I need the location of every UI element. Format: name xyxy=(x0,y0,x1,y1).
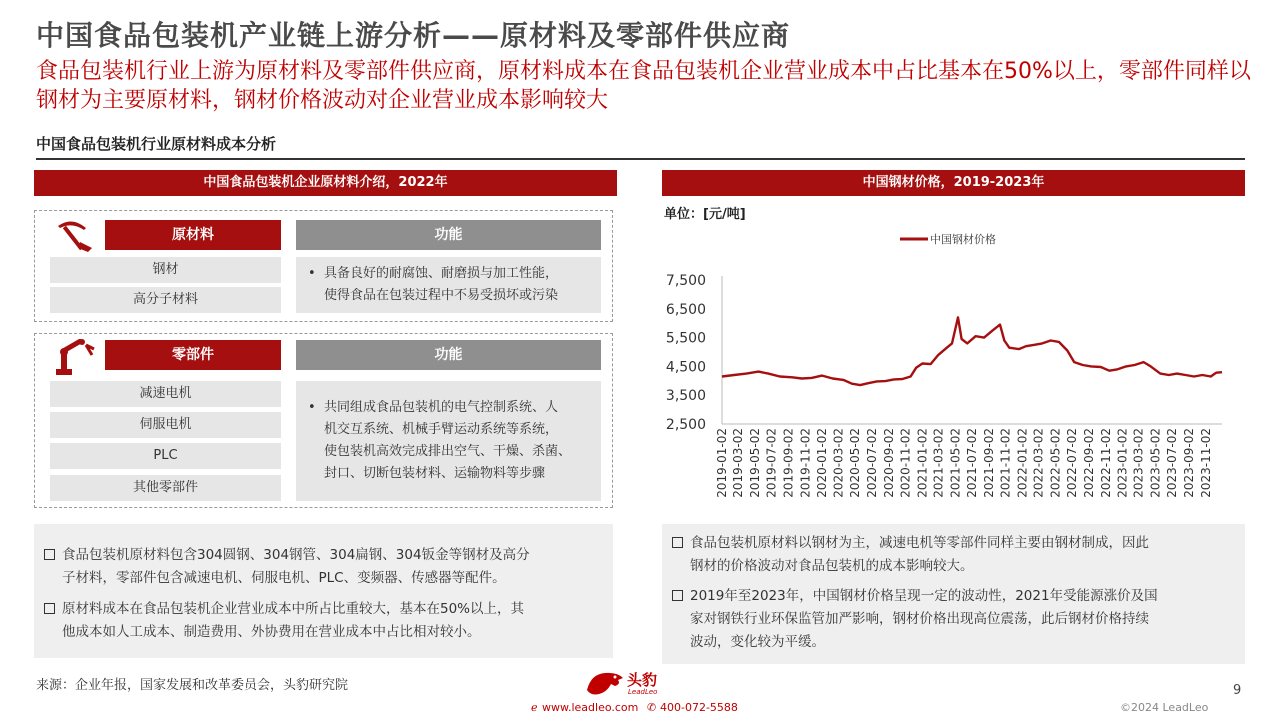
x-tick-label: 2022-09-02 xyxy=(1082,428,1097,498)
x-tick-label: 2020-01-02 xyxy=(815,428,830,498)
x-tick-label: 2020-09-02 xyxy=(881,428,896,498)
pickaxe-icon xyxy=(54,218,94,252)
x-tick-label: 2021-05-02 xyxy=(948,428,963,498)
summary-line: 钢材的价格波动对食品包装机的成本影响较大。 xyxy=(690,558,974,574)
x-tick-label: 2020-07-02 xyxy=(864,428,879,498)
components-function-line: 共同组成食品包装机的电气控制系统、人 xyxy=(324,400,559,415)
x-tick-label: 2020-05-02 xyxy=(848,428,863,498)
components-function-line: 机交互系统、机械手臂运动系统等系统， xyxy=(324,422,559,437)
raw-item-polymer: 高分子材料 xyxy=(50,287,281,313)
component-item-other: 其他零部件 xyxy=(50,475,281,501)
raw-function-text xyxy=(296,257,601,313)
logo-subtext: LeadLeo xyxy=(628,688,658,696)
x-tick-label: 2019-07-02 xyxy=(764,428,779,498)
components-function-text xyxy=(296,381,601,501)
source-note: 来源：企业年报，国家发展和改革委员会，头豹研究院 xyxy=(36,678,349,693)
x-tick-label: 2022-01-02 xyxy=(1015,428,1030,498)
y-tick-label: 3,500 xyxy=(665,388,706,405)
web-icon: ℯ xyxy=(531,701,538,714)
phone-icon: ✆ xyxy=(647,701,657,714)
x-tick-label: 2022-05-02 xyxy=(1048,428,1063,498)
x-tick-label: 2021-03-02 xyxy=(931,428,946,498)
y-tick-label: 2,500 xyxy=(665,417,706,433)
summary-line: 他成本如人工成本、制造费用、外协费用在营业成本中占比相对较小。 xyxy=(62,624,481,640)
section-title: 中国食品包装机行业原材料成本分析 xyxy=(36,135,277,153)
checkbox-icon xyxy=(44,603,55,614)
x-tick-label: 2023-03-02 xyxy=(1131,427,1146,498)
summary-line: 家对钢铁行业环保监管加严影响，钢材价格出现高位震荡，此后钢材价格持续 xyxy=(690,611,1149,627)
summary-item xyxy=(672,532,1238,578)
x-tick-label: 2023-05-02 xyxy=(1148,428,1163,498)
summary-line: 食品包装机原材料以钢材为主，减速电机等零部件同样主要由钢材制成，因此 xyxy=(690,535,1149,551)
x-tick-label: 2022-11-02 xyxy=(1098,428,1113,498)
website-link[interactable]: www.leadleo.com xyxy=(542,701,639,714)
page-subtitle: 食品包装机行业上游为原材料及零部件供应商，原材料成本在食品包装机企业营业成本中占比基本在50%以上，零部件同样以钢材为主要原材料，钢材价格波动对企业营业成本影响较大 xyxy=(36,59,1251,113)
raw-item-steel: 钢材 xyxy=(50,257,281,283)
summary-item xyxy=(44,544,604,590)
phone-number: 400-072-5588 xyxy=(660,701,738,714)
components-function-header: 功能 xyxy=(296,340,601,370)
leopard-logo-icon xyxy=(585,668,625,698)
y-tick-label: 7,500 xyxy=(665,273,706,289)
x-tick-label: 2019-05-02 xyxy=(747,428,762,498)
checkbox-icon xyxy=(44,549,55,560)
x-tick-label: 2020-03-02 xyxy=(831,428,846,498)
page-title: 中国食品包装机产业链上游分析——原材料及零部件供应商 xyxy=(36,19,791,52)
legend-label: 中国钢材价格 xyxy=(930,233,996,246)
y-tick-label: 5,500 xyxy=(665,330,706,347)
x-tick-label: 2019-03-02 xyxy=(731,428,746,498)
checkbox-icon xyxy=(672,590,683,601)
steel-price-chart xyxy=(660,225,1240,515)
summary-line: 波动，变化较为平缓。 xyxy=(690,634,825,650)
series-line-steel-price xyxy=(722,317,1222,385)
section-divider xyxy=(36,158,1245,160)
right-panel-header: 中国钢材价格，2019-2023年 xyxy=(662,170,1245,196)
x-tick-label: 2019-11-02 xyxy=(798,428,813,498)
component-item-servo-motor: 伺服电机 xyxy=(50,412,281,438)
raw-function-header: 功能 xyxy=(296,220,601,250)
x-tick-label: 2022-07-02 xyxy=(1065,428,1080,498)
raw-materials-header: 原材料 xyxy=(105,220,281,250)
checkbox-icon xyxy=(672,537,683,548)
x-tick-label: 2021-01-02 xyxy=(915,428,930,498)
y-tick-label: 4,500 xyxy=(665,359,706,376)
x-tick-label: 2021-07-02 xyxy=(965,428,979,498)
right-summary-box xyxy=(662,524,1245,664)
summary-line: 2019年至2023年，中国钢材价格呈现一定的波动性，2021年受能源涨价及国 xyxy=(690,588,1158,604)
summary-line: 食品包装机原材料包含304圆钢、304钢管、304扁钢、304钣金等钢材及高分 xyxy=(62,547,530,563)
y-tick-label: 6,500 xyxy=(665,301,706,318)
raw-function-line: 具备良好的耐腐蚀、耐磨损与加工性能， xyxy=(324,266,559,281)
summary-line: 子材料，零部件包含减速电机、伺服电机、PLC、变频器、传感器等配件。 xyxy=(62,570,506,586)
x-tick-label: 2023-11-02 xyxy=(1198,428,1213,498)
summary-item xyxy=(672,585,1238,654)
x-axis xyxy=(715,424,1222,498)
component-item-reducer-motor: 减速电机 xyxy=(50,381,281,407)
summary-line: 原材料成本在食品包装机企业营业成本中所占比重较大，基本在50%以上，其 xyxy=(62,601,525,617)
components-header: 零部件 xyxy=(105,340,281,370)
bullet-dot: • xyxy=(308,266,316,281)
x-tick-label: 2019-01-02 xyxy=(715,428,729,498)
left-panel-header: 中国食品包装机企业原材料介绍，2022年 xyxy=(34,170,617,196)
page-number: 9 xyxy=(1233,683,1242,698)
components-function-line: 封口、切断包装材料、运输物料等步骤 xyxy=(324,466,546,481)
logo-text: 头豹 xyxy=(627,671,658,689)
components-function-line: 使包装机高效完成排出空气、干燥、杀菌、 xyxy=(324,444,572,459)
x-tick-label: 2022-03-02 xyxy=(1031,428,1046,498)
robot-arm-icon xyxy=(52,339,98,377)
left-summary-box xyxy=(34,524,613,658)
x-tick-label: 2021-11-02 xyxy=(998,428,1013,498)
summary-item xyxy=(44,598,604,644)
component-item-plc: PLC xyxy=(50,443,281,469)
x-tick-label: 2020-11-02 xyxy=(898,428,913,498)
x-tick-label: 2021-09-02 xyxy=(981,428,996,498)
x-tick-label: 2023-07-02 xyxy=(1165,428,1180,498)
x-tick-label: 2023-09-02 xyxy=(1182,428,1197,498)
raw-function-line: 使得食品在包装过程中不易受损坏或污染 xyxy=(324,288,559,303)
x-tick-label: 2023-01-02 xyxy=(1115,428,1130,498)
x-tick-label: 2019-09-02 xyxy=(781,428,796,498)
bullet-dot: • xyxy=(308,400,316,415)
chart-unit-label: 单位：[元/吨] xyxy=(664,207,746,222)
chart-legend xyxy=(900,232,996,246)
y-axis xyxy=(666,273,722,433)
copyright: ©2024 LeadLeo xyxy=(1120,701,1209,714)
